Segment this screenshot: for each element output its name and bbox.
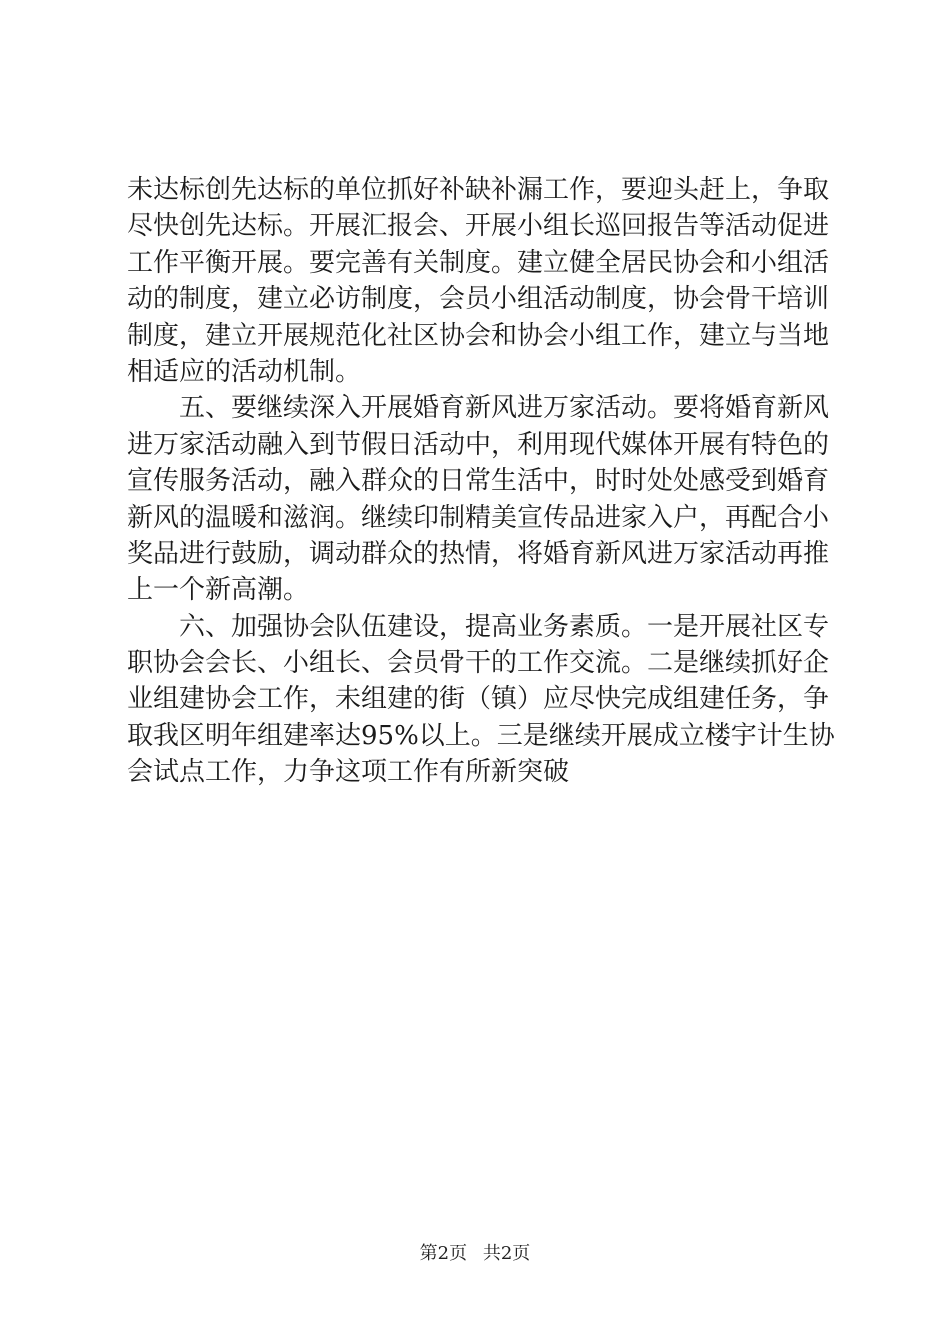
text-line: 宣传服务活动，融入群众的日常生活中，时时处处感受到婚育 xyxy=(127,466,830,497)
text-line: 进万家活动融入到节假日活动中，利用现代媒体开展有特色的 xyxy=(127,429,830,460)
text-line: 尽快创先达标。开展汇报会、开展小组长巡回报告等活动促进 xyxy=(127,211,830,242)
text-line: 会试点工作，力争这项工作有所新突破 xyxy=(127,757,570,788)
document-body xyxy=(127,172,835,791)
text-line: 六、加强协会队伍建设，提高业务素质。一是开展社区专 xyxy=(127,611,830,642)
text-line: 取我区明年组建率达95%以上。三是继续开展成立楼宇计生协 xyxy=(127,720,835,751)
text-line: 相适应的活动机制。 xyxy=(127,356,362,387)
text-line: 五、要继续深入开展婚育新风进万家活动。要将婚育新风 xyxy=(127,393,830,424)
text-line: 上一个新高潮。 xyxy=(127,575,310,606)
page-number: 第2页 xyxy=(419,1243,468,1264)
page-total: 共2页 xyxy=(482,1243,531,1264)
page-footer xyxy=(0,1242,950,1266)
text-line: 未达标创先达标的单位抓好补缺补漏工作，要迎头赶上，争取 xyxy=(127,175,830,205)
text-line: 职协会会长、小组长、会员骨干的工作交流。二是继续抓好企 xyxy=(127,648,830,679)
text-line: 奖品进行鼓励，调动群众的热情，将婚育新风进万家活动再推 xyxy=(127,538,830,569)
text-line: 业组建协会工作，未组建的街（镇）应尽快完成组建任务，争 xyxy=(127,684,830,715)
text-line: 动的制度，建立必访制度，会员小组活动制度，协会骨干培训 xyxy=(127,284,830,315)
text-line: 工作平衡开展。要完善有关制度。建立健全居民协会和小组活 xyxy=(127,247,830,278)
text-line: 新风的温暖和滋润。继续印制精美宣传品进家入户，再配合小 xyxy=(127,502,830,533)
text-line: 制度，建立开展规范化社区协会和协会小组工作，建立与当地 xyxy=(127,320,830,351)
